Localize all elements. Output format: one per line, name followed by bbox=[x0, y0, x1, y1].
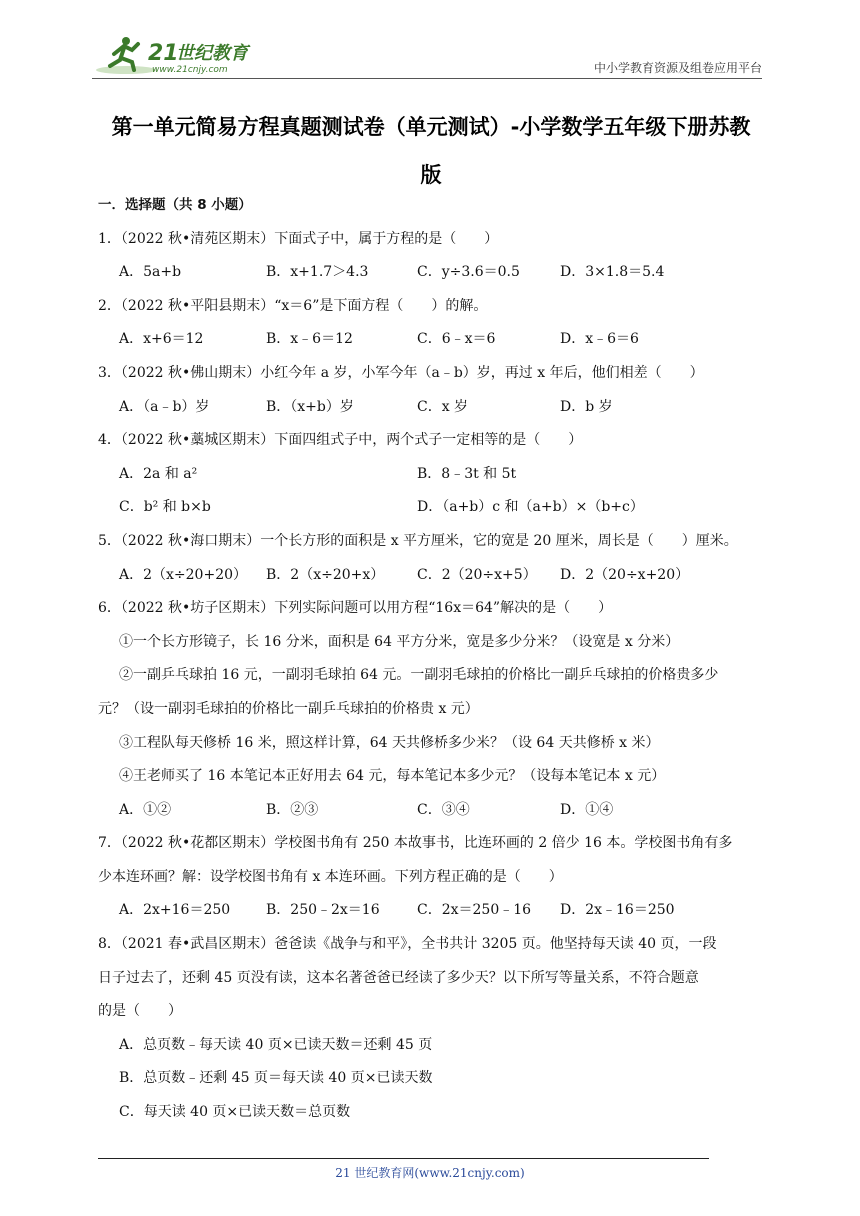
question-3-options bbox=[98, 391, 778, 425]
question-7-stem-cont: 少本连环画？解：设学校图书角有 x 本连环画。下列方程正确的是（ ） bbox=[98, 868, 563, 885]
option-d[interactable]: D．x﹣6＝6 bbox=[560, 331, 639, 348]
title-line-1: 第一单元简易方程真题测试卷（单元测试）-小学数学五年级下册苏教 bbox=[111, 115, 751, 139]
option-a[interactable]: A．2（x÷20+20） bbox=[119, 566, 248, 583]
page-header bbox=[92, 32, 762, 80]
option-b[interactable]: B．x﹣6＝12 bbox=[266, 331, 353, 348]
question-6-item-3: ③工程队每天修桥 16 米，照这样计算，64 天共修桥多少米？（设 64 天共修桥 x 米） bbox=[119, 734, 660, 751]
option-c[interactable]: C．y÷3.6＝0.5 bbox=[417, 264, 520, 281]
option-c[interactable]: C．2（20÷x+5） bbox=[417, 566, 537, 583]
option-b[interactable]: B．x+1.7＞4.3 bbox=[266, 264, 369, 281]
option-a[interactable]: A．2x+16＝250 bbox=[119, 902, 231, 919]
option-d[interactable]: D．3×1.8＝5.4 bbox=[560, 264, 665, 281]
option-b[interactable]: B．②③ bbox=[266, 801, 319, 818]
footer-divider bbox=[98, 1158, 709, 1159]
option-b[interactable]: B．2（x÷20+x） bbox=[266, 566, 385, 583]
question-8-stem-cont-2: 的是（ ） bbox=[98, 1003, 182, 1020]
option-c[interactable]: C．每天读 40 页×已读天数＝总页数 bbox=[119, 1104, 351, 1121]
option-d[interactable]: D．2x﹣16＝250 bbox=[560, 902, 675, 919]
question-6-item-2-cont: 元？（设一副羽毛球拍的价格比一副乒乓球拍的价格贵 x 元） bbox=[98, 700, 479, 717]
section-heading: 一．选择题（共 8 小题） bbox=[98, 197, 252, 213]
option-d[interactable]: D．2（20÷x+20） bbox=[560, 566, 690, 583]
option-c[interactable]: C．b² 和 b×b bbox=[119, 499, 211, 516]
option-c[interactable]: C．x 岁 bbox=[417, 398, 469, 415]
title-line-2: 版 bbox=[420, 163, 442, 187]
option-c[interactable]: C．6﹣x＝6 bbox=[417, 331, 496, 348]
logo bbox=[92, 32, 272, 80]
option-a[interactable]: A．x+6＝12 bbox=[119, 331, 204, 348]
question-2-stem: 2．（2022 秋•平阳县期末）“x＝6”是下面方程（ ）的解。 bbox=[98, 297, 488, 314]
question-8-stem: 8．（2021 春•武昌区期末）爸爸读《战争与和平》，全书共计 3205 页。他坚持每天读 40 页，一段 bbox=[98, 936, 717, 953]
svg-text:21: 21 bbox=[148, 41, 179, 66]
question-list bbox=[98, 189, 778, 1130]
question-6-options bbox=[98, 794, 778, 828]
question-3-stem: 3．（2022 秋•佛山期末）小红今年 a 岁，小军今年（a﹣b）岁，再过 x 年后，他们相差（ ） bbox=[98, 364, 704, 381]
option-d[interactable]: D．（a+b）c 和（a+b）×（b+c） bbox=[417, 499, 644, 516]
option-a[interactable]: A．①② bbox=[119, 801, 172, 818]
question-1-options bbox=[98, 256, 778, 290]
logo-runner-icon bbox=[92, 32, 272, 80]
option-c[interactable]: C．2x＝250﹣16 bbox=[417, 902, 532, 919]
footer-text: 21 世纪教育网(www.21cnjy.com) bbox=[335, 1166, 525, 1180]
question-6-item-1: ①一个长方形镜子，长 16 分米，面积是 64 平方分米，宽是多少分米？（设宽是 x 分米） bbox=[119, 633, 680, 650]
question-4-options-row-2 bbox=[98, 491, 778, 525]
question-6-stem: 6．（2022 秋•坊子区期末）下列实际问题可以用方程“16x＝64”解决的是（ ） bbox=[98, 600, 613, 617]
question-5-stem: 5．（2022 秋•海口期末）一个长方形的面积是 x 平方厘米，它的宽是 20 厘米，周长是（ ）厘米。 bbox=[98, 532, 738, 549]
option-b[interactable]: B．250﹣2x＝16 bbox=[266, 902, 380, 919]
option-d[interactable]: D．b 岁 bbox=[560, 398, 613, 415]
question-4-options-row-1 bbox=[98, 458, 778, 492]
option-a[interactable]: A．2a 和 a² bbox=[119, 465, 198, 482]
option-b[interactable]: B．总页数﹣还剩 45 页＝每天读 40 页×已读天数 bbox=[119, 1070, 433, 1087]
question-5-options bbox=[98, 559, 778, 593]
platform-label: 中小学教育资源及组卷应用平台 bbox=[593, 61, 762, 75]
question-6-item-2: ②一副乒乓球拍 16 元，一副羽毛球拍 64 元。一副羽毛球拍的价格比一副乒乓球拍的价格贵多少 bbox=[119, 667, 719, 684]
option-a[interactable]: A．总页数﹣每天读 40 页×已读天数＝还剩 45 页 bbox=[119, 1036, 433, 1053]
question-8-stem-cont-1: 日子过去了，还剩 45 页没有读，这本名著爸爸已经读了多少天？以下所写等量关系，不符合题意 bbox=[98, 969, 699, 986]
question-7-stem: 7．（2022 秋•花都区期末）学校图书角有 250 本故事书，比连环画的 2 倍少 16 本。学校图书角有多 bbox=[98, 835, 733, 852]
svg-text:世纪教育: 世纪教育 bbox=[176, 43, 248, 64]
option-b[interactable]: B．8﹣3t 和 5t bbox=[417, 465, 517, 482]
question-4-stem: 4．（2022 秋•藁城区期末）下面四组式子中，两个式子一定相等的是（ ） bbox=[98, 432, 583, 449]
question-2-options bbox=[98, 323, 778, 357]
svg-text:www.21cnjy.com: www.21cnjy.com bbox=[152, 65, 228, 75]
header-divider bbox=[92, 78, 762, 79]
page-title bbox=[95, 103, 767, 199]
question-7-options bbox=[98, 894, 778, 928]
option-a[interactable]: A．5a+b bbox=[119, 264, 182, 281]
option-c[interactable]: C．③④ bbox=[417, 801, 470, 818]
option-d[interactable]: D．①④ bbox=[560, 801, 614, 818]
option-b[interactable]: B．（x+b）岁 bbox=[266, 398, 354, 415]
option-a[interactable]: A．（a﹣b）岁 bbox=[119, 398, 210, 415]
question-1-stem: 1．（2022 秋•清苑区期末）下面式子中，属于方程的是（ ） bbox=[98, 230, 499, 247]
question-6-item-4: ④王老师买了 16 本笔记本正好用去 64 元，每本笔记本多少元？（设每本笔记本 x 元） bbox=[119, 768, 666, 785]
